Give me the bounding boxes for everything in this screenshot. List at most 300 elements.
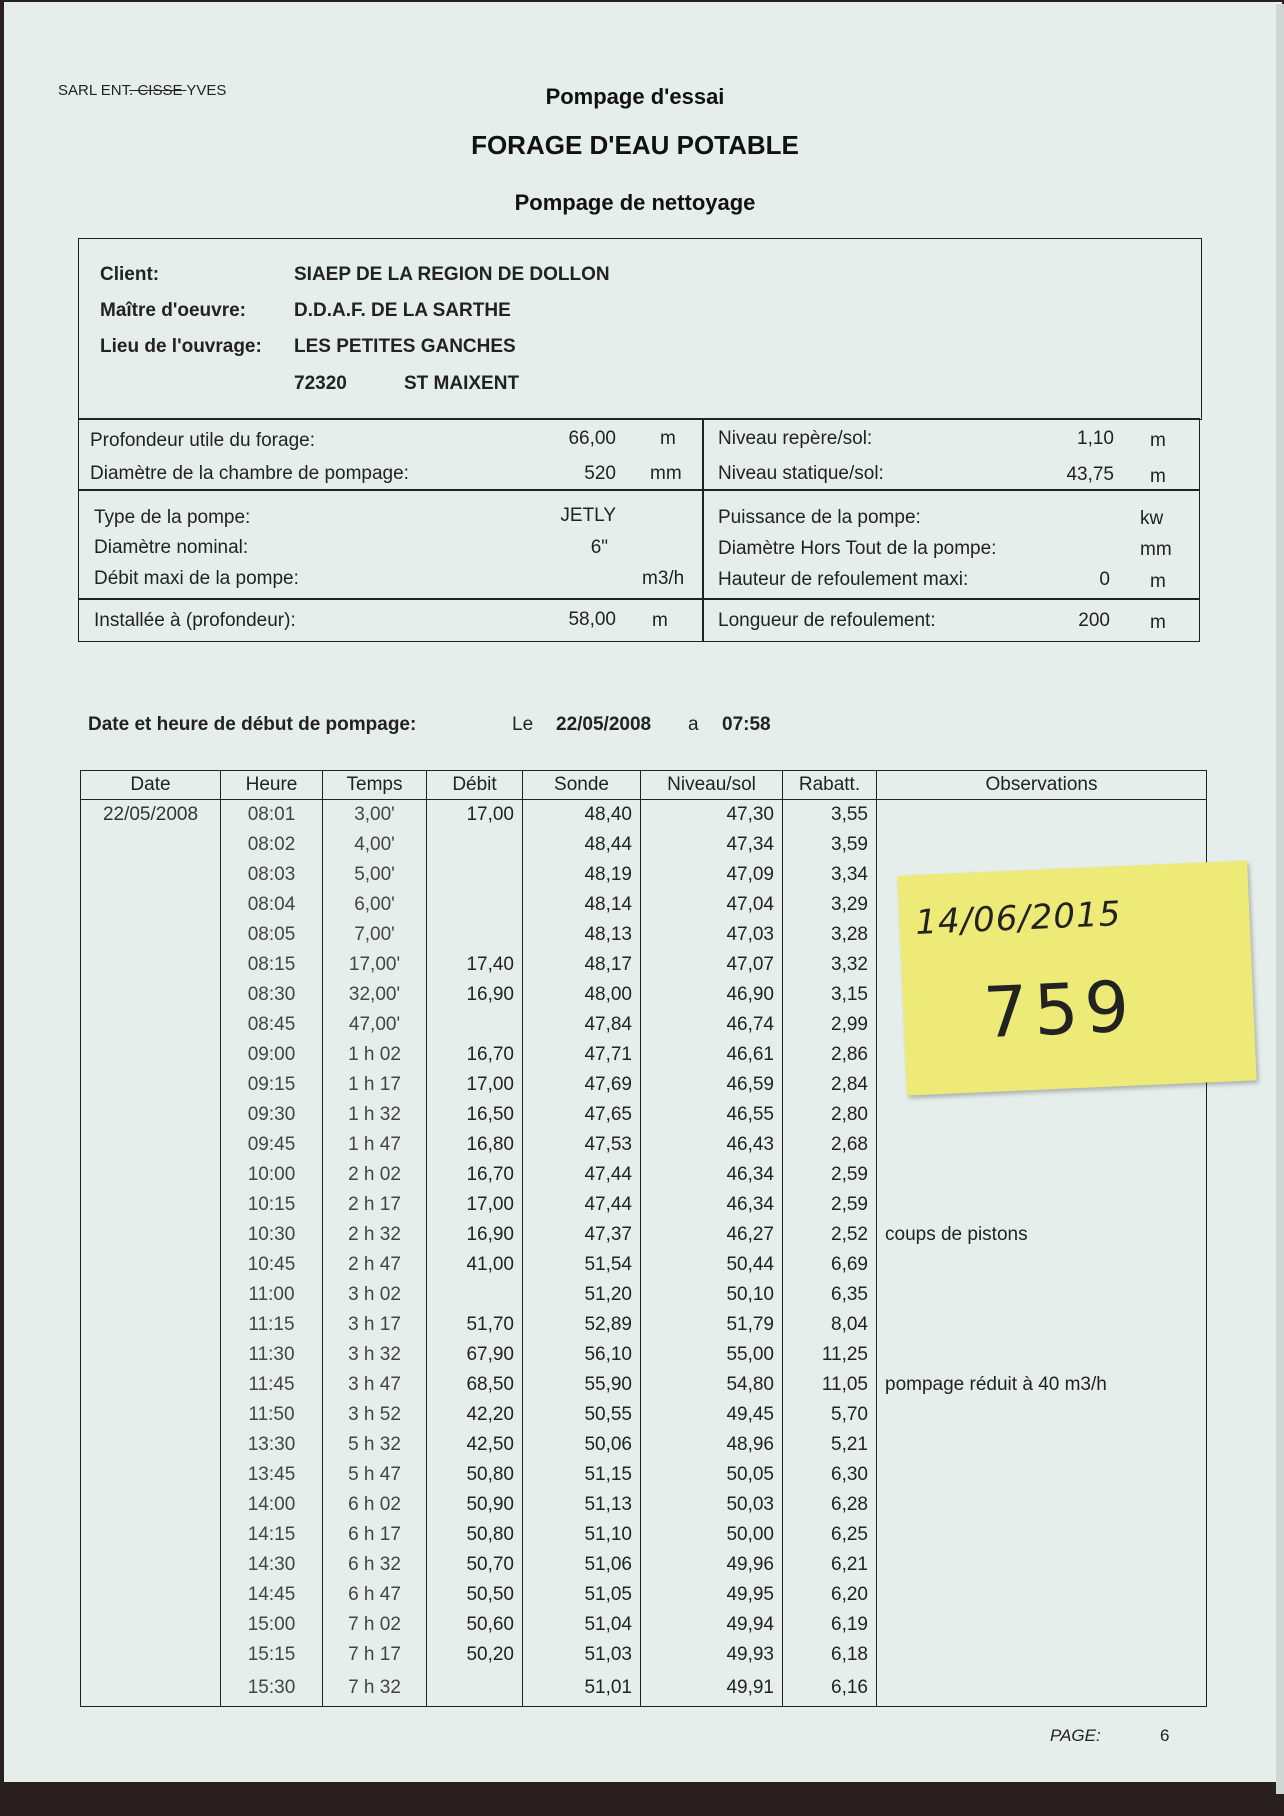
cell-temps: 3 h 52 (323, 1400, 427, 1430)
cell-heure: 13:45 (221, 1460, 323, 1490)
cell-rabatt: 2,80 (783, 1100, 877, 1130)
cell-sonde: 48,17 (523, 950, 641, 980)
cell-heure: 08:45 (221, 1010, 323, 1040)
cell-niveau: 49,91 (641, 1670, 783, 1707)
cell-debit (427, 830, 523, 860)
cell-date (81, 1490, 221, 1520)
table-row (81, 1640, 1207, 1670)
cell-date (81, 1070, 221, 1100)
niveau-repere-label: Niveau repère/sol: (718, 428, 873, 449)
cell-rabatt: 3,28 (783, 920, 877, 950)
table-row (81, 1220, 1207, 1250)
cell-heure: 14:30 (221, 1550, 323, 1580)
table-row (81, 1160, 1207, 1190)
cell-sonde: 47,37 (523, 1220, 641, 1250)
cell-observations (877, 1340, 1207, 1370)
longueur-unit: m (1150, 612, 1166, 633)
table-row (81, 800, 1207, 831)
cell-heure: 11:00 (221, 1280, 323, 1310)
cell-niveau: 48,96 (641, 1430, 783, 1460)
cell-debit (427, 920, 523, 950)
cell-sonde: 51,20 (523, 1280, 641, 1310)
client-label: Client: (100, 264, 160, 285)
start-a: a (688, 714, 699, 735)
cell-date (81, 1370, 221, 1400)
cell-debit: 16,90 (427, 980, 523, 1010)
cell-debit (427, 860, 523, 890)
cell-observations (877, 1430, 1207, 1460)
niveau-statique-unit: m (1150, 466, 1166, 487)
table-row (81, 1100, 1207, 1130)
cell-observations (877, 1400, 1207, 1430)
cell-temps: 2 h 32 (323, 1220, 427, 1250)
type-pompe-value: JETLY (560, 505, 616, 526)
table-row (81, 1580, 1207, 1610)
cell-observations: coups de pistons (877, 1220, 1207, 1250)
cell-heure: 10:00 (221, 1160, 323, 1190)
cell-heure: 10:45 (221, 1250, 323, 1280)
hauteur-value: 0 (1099, 569, 1110, 590)
cell-date (81, 1310, 221, 1340)
profondeur-label: Profondeur utile du forage: (90, 430, 315, 451)
puissance-unit: kw (1140, 508, 1164, 529)
cell-sonde: 48,40 (523, 800, 641, 831)
cell-heure: 09:30 (221, 1100, 323, 1130)
cell-date (81, 1670, 221, 1707)
cell-sonde: 51,13 (523, 1490, 641, 1520)
cell-rabatt: 6,28 (783, 1490, 877, 1520)
cell-observations (877, 1100, 1207, 1130)
cell-debit: 50,20 (427, 1640, 523, 1670)
page-label: PAGE: (1050, 1726, 1101, 1745)
cell-heure: 11:50 (221, 1400, 323, 1430)
diametre-chambre-unit: mm (650, 463, 682, 484)
cell-sonde: 47,65 (523, 1100, 641, 1130)
cell-niveau: 49,95 (641, 1580, 783, 1610)
cell-debit: 16,80 (427, 1130, 523, 1160)
niveau-statique-value: 43,75 (1066, 464, 1114, 485)
cell-date (81, 920, 221, 950)
niveau-repere-value: 1,10 (1077, 428, 1114, 449)
cell-debit: 17,00 (427, 1070, 523, 1100)
hauteur-unit: m (1150, 571, 1166, 592)
cell-niveau: 50,03 (641, 1490, 783, 1520)
cell-date (81, 1220, 221, 1250)
cell-sonde: 47,71 (523, 1040, 641, 1070)
diametre-chambre-value: 520 (584, 463, 616, 484)
table-row (81, 1430, 1207, 1460)
cell-temps: 6,00' (323, 890, 427, 920)
cell-temps: 32,00' (323, 980, 427, 1010)
cell-observations (877, 1190, 1207, 1220)
cell-niveau: 47,34 (641, 830, 783, 860)
table-row (81, 1250, 1207, 1280)
sheet-stack-edge (1276, 4, 1284, 1794)
cell-debit: 16,50 (427, 1100, 523, 1130)
cell-sonde: 47,44 (523, 1190, 641, 1220)
maitre-value: D.D.A.F. DE LA SARTHE (294, 300, 511, 321)
cell-temps: 7 h 32 (323, 1670, 427, 1707)
client-value: SIAEP DE LA REGION DE DOLLON (294, 264, 610, 285)
title-pompage-essai: Pompage d'essai (545, 84, 725, 109)
start-date: 22/05/2008 (556, 714, 652, 735)
cell-debit: 50,70 (427, 1550, 523, 1580)
cell-debit: 17,40 (427, 950, 523, 980)
cell-temps: 1 h 02 (323, 1040, 427, 1070)
table-row (81, 1370, 1207, 1400)
cell-heure: 15:15 (221, 1640, 323, 1670)
page-number: 6 (1160, 1726, 1170, 1745)
cell-debit: 50,80 (427, 1520, 523, 1550)
cell-niveau: 47,04 (641, 890, 783, 920)
cell-date (81, 890, 221, 920)
cell-date (81, 1040, 221, 1070)
cell-heure: 08:03 (221, 860, 323, 890)
cell-sonde: 48,44 (523, 830, 641, 860)
cell-date (81, 1400, 221, 1430)
cell-rabatt: 2,99 (783, 1010, 877, 1040)
cell-sonde: 48,00 (523, 980, 641, 1010)
lieu-label: Lieu de l'ouvrage: (100, 336, 262, 357)
cell-temps: 2 h 17 (323, 1190, 427, 1220)
cell-date (81, 1460, 221, 1490)
cell-sonde: 50,55 (523, 1400, 641, 1430)
cell-niveau: 47,03 (641, 920, 783, 950)
cell-date (81, 1010, 221, 1040)
cell-rabatt: 3,55 (783, 800, 877, 831)
cell-temps: 3 h 47 (323, 1370, 427, 1400)
cell-niveau: 46,43 (641, 1130, 783, 1160)
cell-debit (427, 1010, 523, 1040)
diametre-nominal-value: 6" (590, 537, 608, 558)
cell-sonde: 51,05 (523, 1580, 641, 1610)
cell-debit: 16,90 (427, 1220, 523, 1250)
cell-niveau: 46,34 (641, 1160, 783, 1190)
table-row (81, 1490, 1207, 1520)
title-nettoyage: Pompage de nettoyage (514, 190, 756, 215)
cell-rabatt: 3,15 (783, 980, 877, 1010)
cell-debit: 42,50 (427, 1430, 523, 1460)
column-header: Heure (221, 771, 323, 800)
cell-rabatt: 2,68 (783, 1130, 877, 1160)
cell-heure: 09:15 (221, 1070, 323, 1100)
profondeur-value: 66,00 (568, 428, 616, 449)
cell-rabatt: 11,05 (783, 1370, 877, 1400)
cell-heure: 08:02 (221, 830, 323, 860)
cell-heure: 13:30 (221, 1430, 323, 1460)
cell-debit: 17,00 (427, 800, 523, 831)
cell-rabatt: 3,29 (783, 890, 877, 920)
column-header: Niveau/sol (641, 771, 783, 800)
cell-sonde: 51,03 (523, 1640, 641, 1670)
cell-date (81, 1580, 221, 1610)
cell-debit: 41,00 (427, 1250, 523, 1280)
cell-heure: 14:00 (221, 1490, 323, 1520)
cell-observations: pompage réduit à 40 m3/h (877, 1370, 1207, 1400)
title-forage: FORAGE D'EAU POTABLE (471, 130, 799, 160)
cell-niveau: 47,07 (641, 950, 783, 980)
cell-rabatt: 6,20 (783, 1580, 877, 1610)
column-header: Observations (877, 771, 1207, 800)
cell-rabatt: 6,35 (783, 1280, 877, 1310)
cell-niveau: 46,74 (641, 1010, 783, 1040)
cell-heure: 15:00 (221, 1610, 323, 1640)
cell-temps: 1 h 17 (323, 1070, 427, 1100)
cell-date (81, 1640, 221, 1670)
sticky-date: 14/06/2015 (914, 894, 1123, 943)
table-row (81, 1550, 1207, 1580)
cell-temps: 7,00' (323, 920, 427, 950)
cell-niveau: 47,09 (641, 860, 783, 890)
cell-date (81, 1160, 221, 1190)
cell-rabatt: 11,25 (783, 1340, 877, 1370)
column-header: Débit (427, 771, 523, 800)
cell-sonde: 48,19 (523, 860, 641, 890)
cell-temps: 7 h 02 (323, 1610, 427, 1640)
cell-debit: 68,50 (427, 1370, 523, 1400)
cell-temps: 5 h 32 (323, 1430, 427, 1460)
cell-debit: 67,90 (427, 1340, 523, 1370)
cell-temps: 1 h 47 (323, 1130, 427, 1160)
installee-unit: m (652, 610, 668, 631)
cell-rabatt: 8,04 (783, 1310, 877, 1340)
cell-heure: 14:15 (221, 1520, 323, 1550)
cell-observations (877, 1250, 1207, 1280)
cell-niveau: 49,94 (641, 1610, 783, 1640)
cell-temps: 6 h 02 (323, 1490, 427, 1520)
cell-debit (427, 890, 523, 920)
cell-temps: 2 h 02 (323, 1160, 427, 1190)
cell-rabatt: 6,16 (783, 1670, 877, 1707)
cell-sonde: 50,06 (523, 1430, 641, 1460)
table-row (81, 1190, 1207, 1220)
cell-heure: 10:15 (221, 1190, 323, 1220)
cell-rabatt: 6,30 (783, 1460, 877, 1490)
cell-rabatt: 6,18 (783, 1640, 877, 1670)
cell-niveau: 47,30 (641, 800, 783, 831)
cell-observations (877, 1160, 1207, 1190)
cell-sonde: 48,13 (523, 920, 641, 950)
table-row (81, 1460, 1207, 1490)
cell-observations (877, 1550, 1207, 1580)
cell-date: 22/05/2008 (81, 800, 221, 831)
cell-date (81, 830, 221, 860)
start-le: Le (512, 714, 534, 735)
sticky-note (897, 860, 1256, 1095)
puissance-label: Puissance de la pompe: (718, 507, 921, 528)
cell-heure: 09:45 (221, 1130, 323, 1160)
table-row (81, 1340, 1207, 1370)
cell-observations (877, 1580, 1207, 1610)
cell-rabatt: 2,86 (783, 1040, 877, 1070)
cell-sonde: 47,84 (523, 1010, 641, 1040)
cell-date (81, 1550, 221, 1580)
cell-rabatt: 3,32 (783, 950, 877, 980)
sticky-number: 759 (981, 965, 1137, 1055)
cell-temps: 3 h 32 (323, 1340, 427, 1370)
cell-heure: 08:30 (221, 980, 323, 1010)
cell-observations (877, 830, 1207, 860)
cell-date (81, 1250, 221, 1280)
column-header: Sonde (523, 771, 641, 800)
city: ST MAIXENT (404, 373, 520, 394)
cell-debit (427, 1280, 523, 1310)
installee-label: Installée à (profondeur): (94, 610, 296, 631)
table-row (81, 1310, 1207, 1340)
cell-observations (877, 800, 1207, 831)
cell-rabatt: 5,21 (783, 1430, 877, 1460)
cell-rabatt: 2,84 (783, 1070, 877, 1100)
cell-sonde: 51,10 (523, 1520, 641, 1550)
diametre-hors-tout-unit: mm (1140, 539, 1172, 560)
debit-maxi-unit: m3/h (642, 568, 685, 589)
cell-niveau: 46,34 (641, 1190, 783, 1220)
cell-niveau: 46,55 (641, 1100, 783, 1130)
cell-sonde: 47,53 (523, 1130, 641, 1160)
cell-heure: 09:00 (221, 1040, 323, 1070)
cell-sonde: 47,69 (523, 1070, 641, 1100)
diametre-hors-tout-label: Diamètre Hors Tout de la pompe: (718, 538, 997, 559)
cell-observations (877, 1490, 1207, 1520)
profondeur-unit: m (660, 428, 676, 449)
company-prefix: SARL ENT (58, 82, 130, 99)
cell-debit: 50,80 (427, 1460, 523, 1490)
cell-temps: 17,00' (323, 950, 427, 980)
cell-heure: 11:45 (221, 1370, 323, 1400)
diametre-chambre-label: Diamètre de la chambre de pompage: (90, 463, 409, 484)
maitre-label: Maître d'oeuvre: (100, 300, 246, 321)
cell-temps: 4,00' (323, 830, 427, 860)
company-suffix: YVES (186, 82, 227, 99)
cell-date (81, 1100, 221, 1130)
cell-date (81, 1610, 221, 1640)
lieu-value: LES PETITES GANCHES (294, 336, 516, 357)
cell-niveau: 51,79 (641, 1310, 783, 1340)
table-row (81, 830, 1207, 860)
cell-heure: 11:30 (221, 1340, 323, 1370)
niveau-statique-label: Niveau statique/sol: (718, 463, 884, 484)
debit-maxi-label: Débit maxi de la pompe: (94, 568, 299, 589)
cell-observations (877, 1130, 1207, 1160)
cell-heure: 08:01 (221, 800, 323, 831)
table-row (81, 1610, 1207, 1640)
postcode: 72320 (294, 373, 347, 394)
cell-heure: 08:05 (221, 920, 323, 950)
cell-rabatt: 6,25 (783, 1520, 877, 1550)
table-row (81, 1280, 1207, 1310)
cell-debit: 16,70 (427, 1160, 523, 1190)
cell-debit: 17,00 (427, 1190, 523, 1220)
table-row (81, 1520, 1207, 1550)
cell-temps: 3,00' (323, 800, 427, 831)
cell-heure: 15:30 (221, 1670, 323, 1707)
cell-niveau: 50,44 (641, 1250, 783, 1280)
cell-rabatt: 2,59 (783, 1190, 877, 1220)
cell-sonde: 55,90 (523, 1370, 641, 1400)
table-row (81, 1670, 1207, 1707)
cell-niveau: 46,90 (641, 980, 783, 1010)
cell-temps: 6 h 17 (323, 1520, 427, 1550)
cell-sonde: 52,89 (523, 1310, 641, 1340)
cell-heure: 11:15 (221, 1310, 323, 1340)
cell-niveau: 49,93 (641, 1640, 783, 1670)
cell-sonde: 51,06 (523, 1550, 641, 1580)
start-label: Date et heure de début de pompage: (88, 714, 417, 735)
cell-rabatt: 5,70 (783, 1400, 877, 1430)
cell-sonde: 51,01 (523, 1670, 641, 1707)
start-time: 07:58 (722, 714, 771, 735)
table-row (81, 1400, 1207, 1430)
cell-date (81, 950, 221, 980)
cell-heure: 10:30 (221, 1220, 323, 1250)
cell-observations (877, 1670, 1207, 1707)
client-box (78, 238, 1202, 420)
cell-observations (877, 1280, 1207, 1310)
cell-temps: 1 h 32 (323, 1100, 427, 1130)
installee-value: 58,00 (568, 609, 616, 630)
cell-debit: 16,70 (427, 1040, 523, 1070)
diametre-nominal-label: Diamètre nominal: (94, 537, 249, 558)
cell-observations (877, 1520, 1207, 1550)
cell-date (81, 1520, 221, 1550)
cell-rabatt: 3,59 (783, 830, 877, 860)
cell-temps: 6 h 32 (323, 1550, 427, 1580)
cell-niveau: 49,96 (641, 1550, 783, 1580)
cell-niveau: 54,80 (641, 1370, 783, 1400)
cell-rabatt: 6,69 (783, 1250, 877, 1280)
cell-temps: 6 h 47 (323, 1580, 427, 1610)
column-header: Date (81, 771, 221, 800)
cell-debit: 50,50 (427, 1580, 523, 1610)
cell-sonde: 51,54 (523, 1250, 641, 1280)
cell-heure: 08:04 (221, 890, 323, 920)
cell-date (81, 1430, 221, 1460)
cell-observations (877, 1640, 1207, 1670)
cell-date (81, 980, 221, 1010)
cell-temps: 5 h 47 (323, 1460, 427, 1490)
cell-niveau: 55,00 (641, 1340, 783, 1370)
cell-date (81, 1190, 221, 1220)
cell-rabatt: 6,21 (783, 1550, 877, 1580)
cell-date (81, 860, 221, 890)
cell-debit: 51,70 (427, 1310, 523, 1340)
cell-debit: 50,90 (427, 1490, 523, 1520)
type-pompe-label: Type de la pompe: (94, 507, 251, 528)
cell-sonde: 56,10 (523, 1340, 641, 1370)
cell-niveau: 46,61 (641, 1040, 783, 1070)
cell-niveau: 50,10 (641, 1280, 783, 1310)
cell-sonde: 47,44 (523, 1160, 641, 1190)
cell-debit (427, 1670, 523, 1707)
table-header-row (81, 771, 1207, 800)
hauteur-label: Hauteur de refoulement maxi: (718, 569, 969, 590)
table-row (81, 1130, 1207, 1160)
cell-niveau: 50,00 (641, 1520, 783, 1550)
cell-observations (877, 1460, 1207, 1490)
cell-rabatt: 2,59 (783, 1160, 877, 1190)
cell-temps: 2 h 47 (323, 1250, 427, 1280)
niveau-repere-unit: m (1150, 430, 1166, 451)
cell-rabatt: 2,52 (783, 1220, 877, 1250)
cell-niveau: 46,27 (641, 1220, 783, 1250)
longueur-label: Longueur de refoulement: (718, 610, 936, 631)
cell-temps: 47,00' (323, 1010, 427, 1040)
cell-date (81, 1280, 221, 1310)
cell-date (81, 1130, 221, 1160)
cell-observations (877, 1610, 1207, 1640)
cell-heure: 14:45 (221, 1580, 323, 1610)
cell-temps: 7 h 17 (323, 1640, 427, 1670)
